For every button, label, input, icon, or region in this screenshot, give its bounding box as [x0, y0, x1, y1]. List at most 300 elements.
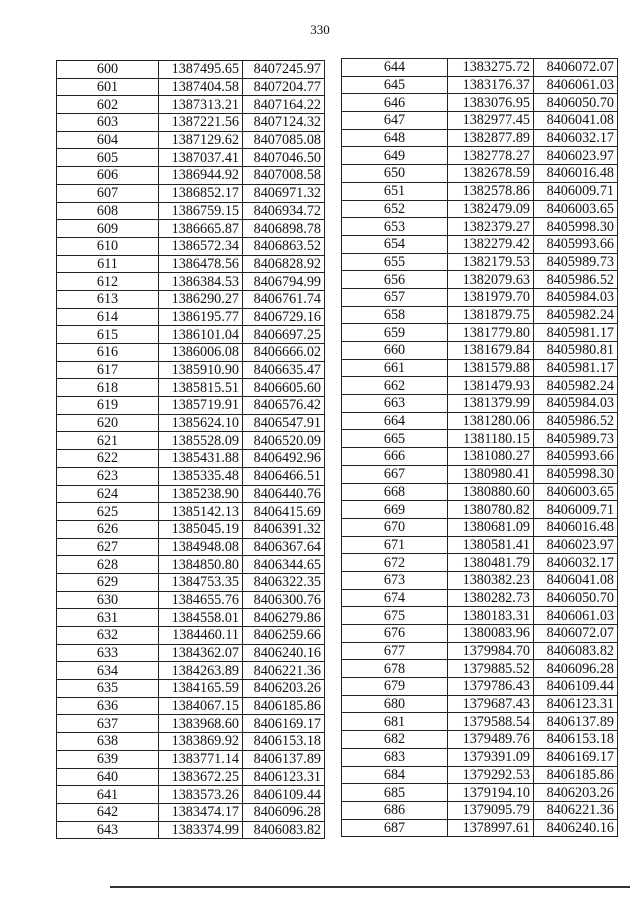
x-coordinate-cell: 1383573.26: [159, 786, 243, 804]
point-number-cell: 658: [342, 306, 448, 324]
x-coordinate-cell: 1383869.92: [159, 733, 243, 751]
point-number-cell: 629: [57, 573, 159, 591]
table-row: [342, 607, 618, 625]
table-row: [57, 503, 325, 521]
point-number-cell: 603: [57, 114, 159, 132]
y-coordinate-cell: 8405984.03: [534, 395, 618, 413]
x-coordinate-cell: 1383474.17: [159, 803, 243, 821]
point-number-cell: 628: [57, 556, 159, 574]
point-number-cell: 687: [342, 819, 448, 837]
point-number-cell: 664: [342, 412, 448, 430]
y-coordinate-cell: 8406083.82: [534, 642, 618, 660]
table-row: [57, 255, 325, 273]
x-coordinate-cell: 1384067.15: [159, 697, 243, 715]
table-row: [342, 483, 618, 501]
table-row: [342, 589, 618, 607]
x-coordinate-cell: 1384460.11: [159, 627, 243, 645]
y-coordinate-cell: 8406123.31: [534, 695, 618, 713]
table-row: [342, 112, 618, 130]
point-number-cell: 663: [342, 395, 448, 413]
x-coordinate-cell: 1381180.15: [448, 430, 534, 448]
x-coordinate-cell: 1385142.13: [159, 503, 243, 521]
y-coordinate-cell: 8406415.69: [243, 503, 325, 521]
x-coordinate-cell: 1385815.51: [159, 379, 243, 397]
x-coordinate-cell: 1386290.27: [159, 290, 243, 308]
y-coordinate-cell: 8406440.76: [243, 485, 325, 503]
x-coordinate-cell: 1382279.42: [448, 235, 534, 253]
y-coordinate-cell: 8406240.16: [243, 644, 325, 662]
y-coordinate-cell: 8407085.08: [243, 131, 325, 149]
x-coordinate-cell: 1379588.54: [448, 713, 534, 731]
table-row: [342, 465, 618, 483]
table-row: [342, 713, 618, 731]
point-number-cell: 668: [342, 483, 448, 501]
point-number-cell: 614: [57, 308, 159, 326]
x-coordinate-cell: 1379391.09: [448, 748, 534, 766]
point-number-cell: 630: [57, 591, 159, 609]
table-row: [57, 131, 325, 149]
x-coordinate-cell: 1381979.70: [448, 288, 534, 306]
point-number-cell: 623: [57, 467, 159, 485]
x-coordinate-cell: 1385528.09: [159, 432, 243, 450]
x-coordinate-cell: 1379194.10: [448, 784, 534, 802]
point-number-cell: 619: [57, 397, 159, 415]
point-number-cell: 678: [342, 660, 448, 678]
point-number-cell: 634: [57, 662, 159, 680]
y-coordinate-cell: 8405980.81: [534, 342, 618, 360]
coordinates-table-left: [56, 60, 325, 839]
y-coordinate-cell: 8406203.26: [243, 680, 325, 698]
y-coordinate-cell: 8406032.17: [534, 129, 618, 147]
point-number-cell: 644: [342, 59, 448, 77]
table-row: [342, 625, 618, 643]
table-row: [57, 220, 325, 238]
x-coordinate-cell: 1383275.72: [448, 59, 534, 77]
y-coordinate-cell: 8406828.92: [243, 255, 325, 273]
x-coordinate-cell: 1386006.08: [159, 344, 243, 362]
y-coordinate-cell: 8406003.65: [534, 200, 618, 218]
y-coordinate-cell: 8407008.58: [243, 167, 325, 185]
x-coordinate-cell: 1382877.89: [448, 129, 534, 147]
table-row: [57, 114, 325, 132]
point-number-cell: 638: [57, 733, 159, 751]
y-coordinate-cell: 8406466.51: [243, 467, 325, 485]
point-number-cell: 655: [342, 253, 448, 271]
x-coordinate-cell: 1384362.07: [159, 644, 243, 662]
table-row: [342, 129, 618, 147]
table-row: [342, 288, 618, 306]
point-number-cell: 632: [57, 627, 159, 645]
table-body-right: [342, 59, 618, 837]
y-coordinate-cell: 8405986.52: [534, 271, 618, 289]
x-coordinate-cell: 1380980.41: [448, 465, 534, 483]
x-coordinate-cell: 1384263.89: [159, 662, 243, 680]
y-coordinate-cell: 8406009.71: [534, 182, 618, 200]
table-row: [342, 182, 618, 200]
y-coordinate-cell: 8406169.17: [534, 748, 618, 766]
y-coordinate-cell: 8406023.97: [534, 147, 618, 165]
table-row: [342, 200, 618, 218]
x-coordinate-cell: 1386101.04: [159, 326, 243, 344]
x-coordinate-cell: 1384558.01: [159, 609, 243, 627]
point-number-cell: 680: [342, 695, 448, 713]
y-coordinate-cell: 8406061.03: [534, 76, 618, 94]
y-coordinate-cell: 8406032.17: [534, 554, 618, 572]
x-coordinate-cell: 1384165.59: [159, 680, 243, 698]
table-row: [57, 591, 325, 609]
table-row: [57, 786, 325, 804]
table-row: [57, 326, 325, 344]
table-row: [342, 342, 618, 360]
point-number-cell: 604: [57, 131, 159, 149]
table-row: [57, 627, 325, 645]
x-coordinate-cell: 1383176.37: [448, 76, 534, 94]
x-coordinate-cell: 1385431.88: [159, 450, 243, 468]
y-coordinate-cell: 8406367.64: [243, 538, 325, 556]
table-body-left: [57, 61, 325, 839]
x-coordinate-cell: 1386852.17: [159, 184, 243, 202]
point-number-cell: 653: [342, 218, 448, 236]
point-number-cell: 654: [342, 235, 448, 253]
table-row: [342, 536, 618, 554]
point-number-cell: 677: [342, 642, 448, 660]
table-row: [342, 678, 618, 696]
table-row: [57, 184, 325, 202]
table-row: [57, 379, 325, 397]
y-coordinate-cell: 8406344.65: [243, 556, 325, 574]
point-number-cell: 625: [57, 503, 159, 521]
y-coordinate-cell: 8405998.30: [534, 465, 618, 483]
x-coordinate-cell: 1387313.21: [159, 96, 243, 114]
y-coordinate-cell: 8406300.76: [243, 591, 325, 609]
point-number-cell: 605: [57, 149, 159, 167]
table-row: [57, 96, 325, 114]
x-coordinate-cell: 1386759.15: [159, 202, 243, 220]
x-coordinate-cell: 1381379.99: [448, 395, 534, 413]
y-coordinate-cell: 8406050.70: [534, 589, 618, 607]
x-coordinate-cell: 1384655.76: [159, 591, 243, 609]
x-coordinate-cell: 1379292.53: [448, 766, 534, 784]
table-row: [342, 306, 618, 324]
table-row: [342, 324, 618, 342]
y-coordinate-cell: 8406041.08: [534, 571, 618, 589]
point-number-cell: 656: [342, 271, 448, 289]
table-row: [342, 59, 618, 77]
y-coordinate-cell: 8406041.08: [534, 112, 618, 130]
table-row: [57, 290, 325, 308]
table-row: [342, 377, 618, 395]
table-row: [57, 467, 325, 485]
x-coordinate-cell: 1385624.10: [159, 414, 243, 432]
table-row: [342, 253, 618, 271]
point-number-cell: 622: [57, 450, 159, 468]
point-number-cell: 620: [57, 414, 159, 432]
y-coordinate-cell: 8406729.16: [243, 308, 325, 326]
table-row: [57, 273, 325, 291]
y-coordinate-cell: 8406003.65: [534, 483, 618, 501]
point-number-cell: 657: [342, 288, 448, 306]
point-number-cell: 671: [342, 536, 448, 554]
table-row: [57, 450, 325, 468]
x-coordinate-cell: 1380382.23: [448, 571, 534, 589]
coordinates-table-right: [341, 58, 618, 837]
point-number-cell: 648: [342, 129, 448, 147]
x-coordinate-cell: 1382977.45: [448, 112, 534, 130]
table-row: [342, 819, 618, 837]
y-coordinate-cell: 8406153.18: [534, 731, 618, 749]
table-row: [57, 803, 325, 821]
point-number-cell: 640: [57, 768, 159, 786]
table-row: [57, 308, 325, 326]
x-coordinate-cell: 1380481.79: [448, 554, 534, 572]
point-number-cell: 661: [342, 359, 448, 377]
y-coordinate-cell: 8407204.77: [243, 78, 325, 96]
point-number-cell: 647: [342, 112, 448, 130]
table-row: [342, 76, 618, 94]
x-coordinate-cell: 1382479.09: [448, 200, 534, 218]
point-number-cell: 682: [342, 731, 448, 749]
table-row: [342, 642, 618, 660]
table-row: [342, 571, 618, 589]
page-number: 330: [310, 22, 330, 37]
table-row: [57, 432, 325, 450]
point-number-cell: 686: [342, 801, 448, 819]
y-coordinate-cell: 8406221.36: [243, 662, 325, 680]
point-number-cell: 652: [342, 200, 448, 218]
y-coordinate-cell: 8406547.91: [243, 414, 325, 432]
table-row: [342, 554, 618, 572]
y-coordinate-cell: 8406576.42: [243, 397, 325, 415]
x-coordinate-cell: 1386384.53: [159, 273, 243, 291]
table-row: [57, 485, 325, 503]
y-coordinate-cell: 8405993.66: [534, 448, 618, 466]
table-row: [57, 750, 325, 768]
x-coordinate-cell: 1379984.70: [448, 642, 534, 660]
table-row: [57, 609, 325, 627]
table-row: [342, 430, 618, 448]
table-row: [342, 235, 618, 253]
x-coordinate-cell: 1381579.88: [448, 359, 534, 377]
x-coordinate-cell: 1382079.63: [448, 271, 534, 289]
x-coordinate-cell: 1380780.82: [448, 501, 534, 519]
y-coordinate-cell: 8405998.30: [534, 218, 618, 236]
table-row: [57, 397, 325, 415]
y-coordinate-cell: 8407124.32: [243, 114, 325, 132]
table-row: [57, 733, 325, 751]
x-coordinate-cell: 1382678.59: [448, 165, 534, 183]
point-number-cell: 617: [57, 361, 159, 379]
table-row: [57, 149, 325, 167]
table-row: [342, 748, 618, 766]
point-number-cell: 637: [57, 715, 159, 733]
table-row: [57, 556, 325, 574]
point-number-cell: 660: [342, 342, 448, 360]
x-coordinate-cell: 1386572.34: [159, 237, 243, 255]
point-number-cell: 675: [342, 607, 448, 625]
table-row: [57, 61, 325, 79]
y-coordinate-cell: 8406109.44: [243, 786, 325, 804]
x-coordinate-cell: 1386944.92: [159, 167, 243, 185]
table-row: [342, 147, 618, 165]
y-coordinate-cell: 8405986.52: [534, 412, 618, 430]
table-row: [57, 538, 325, 556]
x-coordinate-cell: 1384948.08: [159, 538, 243, 556]
point-number-cell: 642: [57, 803, 159, 821]
y-coordinate-cell: 8406009.71: [534, 501, 618, 519]
y-coordinate-cell: 8405981.17: [534, 359, 618, 377]
x-coordinate-cell: 1387129.62: [159, 131, 243, 149]
y-coordinate-cell: 8406391.32: [243, 520, 325, 538]
y-coordinate-cell: 8406279.86: [243, 609, 325, 627]
x-coordinate-cell: 1381080.27: [448, 448, 534, 466]
y-coordinate-cell: 8406072.07: [534, 59, 618, 77]
point-number-cell: 639: [57, 750, 159, 768]
y-coordinate-cell: 8405982.24: [534, 377, 618, 395]
x-coordinate-cell: 1385045.19: [159, 520, 243, 538]
table-row: [342, 412, 618, 430]
y-coordinate-cell: 8406520.09: [243, 432, 325, 450]
point-number-cell: 649: [342, 147, 448, 165]
point-number-cell: 669: [342, 501, 448, 519]
point-number-cell: 618: [57, 379, 159, 397]
y-coordinate-cell: 8406971.32: [243, 184, 325, 202]
x-coordinate-cell: 1385238.90: [159, 485, 243, 503]
x-coordinate-cell: 1385719.91: [159, 397, 243, 415]
y-coordinate-cell: 8406137.89: [243, 750, 325, 768]
y-coordinate-cell: 8406934.72: [243, 202, 325, 220]
point-number-cell: 602: [57, 96, 159, 114]
point-number-cell: 607: [57, 184, 159, 202]
x-coordinate-cell: 1385335.48: [159, 467, 243, 485]
x-coordinate-cell: 1380681.09: [448, 518, 534, 536]
table-row: [342, 395, 618, 413]
x-coordinate-cell: 1387221.56: [159, 114, 243, 132]
x-coordinate-cell: 1380083.96: [448, 625, 534, 643]
x-coordinate-cell: 1383374.99: [159, 821, 243, 839]
y-coordinate-cell: 8406863.52: [243, 237, 325, 255]
x-coordinate-cell: 1380880.60: [448, 483, 534, 501]
table-row: [342, 218, 618, 236]
y-coordinate-cell: 8405989.73: [534, 253, 618, 271]
point-number-cell: 645: [342, 76, 448, 94]
x-coordinate-cell: 1386478.56: [159, 255, 243, 273]
y-coordinate-cell: 8406096.28: [534, 660, 618, 678]
y-coordinate-cell: 8406083.82: [243, 821, 325, 839]
x-coordinate-cell: 1383672.25: [159, 768, 243, 786]
x-coordinate-cell: 1379885.52: [448, 660, 534, 678]
point-number-cell: 612: [57, 273, 159, 291]
table-row: [342, 801, 618, 819]
x-coordinate-cell: 1381779.80: [448, 324, 534, 342]
point-number-cell: 641: [57, 786, 159, 804]
table-row: [57, 680, 325, 698]
table-row: [342, 695, 618, 713]
point-number-cell: 616: [57, 344, 159, 362]
table-row: [57, 202, 325, 220]
x-coordinate-cell: 1384850.80: [159, 556, 243, 574]
point-number-cell: 631: [57, 609, 159, 627]
x-coordinate-cell: 1381280.06: [448, 412, 534, 430]
point-number-cell: 683: [342, 748, 448, 766]
x-coordinate-cell: 1382778.27: [448, 147, 534, 165]
point-number-cell: 651: [342, 182, 448, 200]
point-number-cell: 650: [342, 165, 448, 183]
point-number-cell: 672: [342, 554, 448, 572]
x-coordinate-cell: 1380183.31: [448, 607, 534, 625]
y-coordinate-cell: 8406050.70: [534, 94, 618, 112]
y-coordinate-cell: 8406761.74: [243, 290, 325, 308]
y-coordinate-cell: 8405989.73: [534, 430, 618, 448]
table-row: [57, 361, 325, 379]
x-coordinate-cell: 1387037.41: [159, 149, 243, 167]
table-row: [342, 518, 618, 536]
table-row: [57, 414, 325, 432]
point-number-cell: 627: [57, 538, 159, 556]
point-number-cell: 626: [57, 520, 159, 538]
x-coordinate-cell: 1380581.41: [448, 536, 534, 554]
point-number-cell: 679: [342, 678, 448, 696]
table-row: [57, 573, 325, 591]
point-number-cell: 670: [342, 518, 448, 536]
point-number-cell: 633: [57, 644, 159, 662]
point-number-cell: 611: [57, 255, 159, 273]
y-coordinate-cell: 8406169.17: [243, 715, 325, 733]
table-row: [342, 501, 618, 519]
y-coordinate-cell: 8407164.22: [243, 96, 325, 114]
y-coordinate-cell: 8406153.18: [243, 733, 325, 751]
point-number-cell: 659: [342, 324, 448, 342]
point-number-cell: 600: [57, 61, 159, 79]
y-coordinate-cell: 8406123.31: [243, 768, 325, 786]
point-number-cell: 673: [342, 571, 448, 589]
point-number-cell: 666: [342, 448, 448, 466]
x-coordinate-cell: 1386195.77: [159, 308, 243, 326]
table-row: [342, 94, 618, 112]
x-coordinate-cell: 1387495.65: [159, 61, 243, 79]
table-row: [342, 271, 618, 289]
x-coordinate-cell: 1381479.93: [448, 377, 534, 395]
table-row: [342, 165, 618, 183]
table-row: [342, 784, 618, 802]
y-coordinate-cell: 8406203.26: [534, 784, 618, 802]
y-coordinate-cell: 8407245.97: [243, 61, 325, 79]
y-coordinate-cell: 8405984.03: [534, 288, 618, 306]
table-row: [57, 520, 325, 538]
point-number-cell: 613: [57, 290, 159, 308]
y-coordinate-cell: 8406096.28: [243, 803, 325, 821]
y-coordinate-cell: 8406898.78: [243, 220, 325, 238]
x-coordinate-cell: 1382379.27: [448, 218, 534, 236]
point-number-cell: 681: [342, 713, 448, 731]
x-coordinate-cell: 1382179.53: [448, 253, 534, 271]
y-coordinate-cell: 8407046.50: [243, 149, 325, 167]
point-number-cell: 609: [57, 220, 159, 238]
point-number-cell: 635: [57, 680, 159, 698]
y-coordinate-cell: 8406635.47: [243, 361, 325, 379]
point-number-cell: 610: [57, 237, 159, 255]
y-coordinate-cell: 8405993.66: [534, 235, 618, 253]
y-coordinate-cell: 8406016.48: [534, 518, 618, 536]
point-number-cell: 662: [342, 377, 448, 395]
table-row: [57, 167, 325, 185]
x-coordinate-cell: 1379786.43: [448, 678, 534, 696]
bottom-rule: [110, 886, 630, 888]
table-row: [57, 697, 325, 715]
table-row: [342, 448, 618, 466]
y-coordinate-cell: 8406492.96: [243, 450, 325, 468]
table-row: [342, 766, 618, 784]
y-coordinate-cell: 8406221.36: [534, 801, 618, 819]
